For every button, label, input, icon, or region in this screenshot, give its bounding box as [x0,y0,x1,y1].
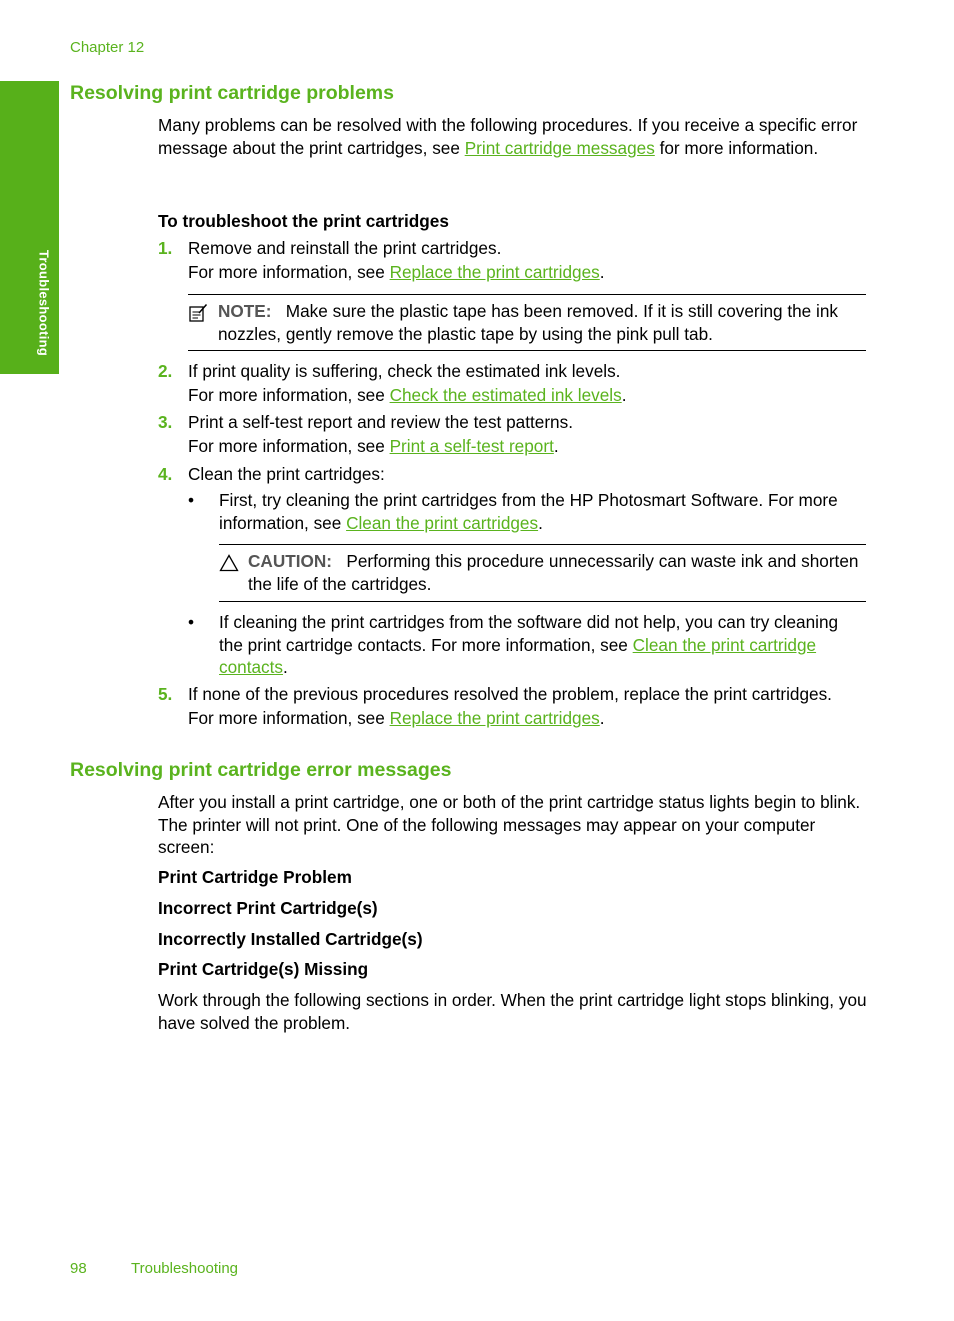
section-title-cartridge-problems: Resolving print cartridge problems [70,82,394,104]
step-number: 2. [158,361,173,381]
note-text-block [218,295,866,350]
step-text: If none of the previous procedures resolved the problem, replace the print cartridges. [188,684,832,704]
more-info-text: For more information, see [188,385,390,405]
step-number: 3. [158,412,173,432]
intro-paragraph [158,114,868,159]
error-message-4: Print Cartridge(s) Missing [158,959,369,979]
step-4 [158,463,868,486]
caution-box [219,544,866,602]
step-3 [158,411,868,458]
more-info-end: . [553,436,559,456]
step-5 [158,683,868,730]
step-text: Remove and reinstall the print cartridges. [188,238,502,258]
step-more-info [188,435,868,458]
error-message-1: Print Cartridge Problem [158,867,352,887]
step-2 [158,360,868,407]
closing-paragraph: Work through the following sections in order. When the print cartridge light stops blinking, you have solved the problem. [158,990,867,1033]
chapter-label: Chapter 12 [70,39,145,56]
step-1 [158,237,868,284]
page-number: 98 [70,1260,87,1277]
intro-text-a: Many problems can be resolved with the following procedures. If you receive a specific error message about the print cartridges, see [158,115,858,158]
warning-triangle-icon [219,554,239,572]
link-clean-print-cartridges[interactable]: Clean the print cartridges [346,512,539,533]
intro-text-b: for more information. [654,137,819,158]
step-text: Print a self-test report and review the test patterns. [188,412,573,432]
more-info-end: . [599,262,605,282]
caution-text: Performing this procedure unnecessarily can waste ink and shorten the life of the cartridges. [248,551,859,594]
link-print-self-test-report[interactable]: Print a self-test report [389,436,554,456]
note-text: Make sure the plastic tape has been removed. If it is still covering the ink nozzles, gently remove the plastic tape by using the pink pull tab. [218,301,838,344]
step-number: 4. [158,464,173,484]
step-more-info [188,261,868,284]
more-info-end: . [599,708,605,728]
note-label: NOTE: [218,301,272,321]
procedure-title: To troubleshoot the print cartridges [158,211,449,231]
step-more-info [188,384,868,407]
link-replace-print-cartridges[interactable]: Replace the print cartridges [389,262,600,282]
bullet-text-b: . [538,512,543,533]
more-info-end: . [621,385,627,405]
caution-text-block [248,545,866,601]
step-number: 5. [158,684,173,704]
note-box [188,294,866,351]
more-info-text: For more information, see [188,262,390,282]
more-info-text: For more information, see [188,436,390,456]
bullet-item-2 [188,611,868,679]
link-print-cartridge-messages[interactable]: Print cartridge messages [464,137,655,158]
step-text: Clean the print cartridges: [188,464,385,484]
link-clean-cartridge-contacts[interactable]: Clean the print cartridge contacts [219,634,817,677]
error-message-2: Incorrect Print Cartridge(s) [158,898,378,918]
step-number: 1. [158,238,173,258]
step-text: If print quality is suffering, check the estimated ink levels. [188,361,621,381]
caution-label: CAUTION: [248,551,333,571]
side-tab-label: Troubleshooting [36,249,52,357]
link-replace-print-cartridges-2[interactable]: Replace the print cartridges [389,708,600,728]
footer-title: Troubleshooting [131,1260,239,1277]
error-message-3: Incorrectly Installed Cartridge(s) [158,929,423,949]
step-more-info [188,707,868,730]
more-info-text: For more information, see [188,708,390,728]
bullet-item-1 [188,489,868,534]
bullet-text-a: First, try cleaning the print cartridges from the HP Photosmart Software. For more information, see [219,490,838,533]
link-check-ink-levels[interactable]: Check the estimated ink levels [389,385,622,405]
bullet-text-a: If cleaning the print cartridges from the software did not help, you can try cleaning the print cartridge contacts. For more information, see [219,612,839,655]
bullet-symbol: • [188,612,195,632]
bullet-text-b: . [283,657,288,677]
bullet-symbol: • [188,490,195,510]
error-intro-paragraph: After you install a print cartridge, one or both of the print cartridge status lights begin to blink. The printer will not print. One of the following messages may appear on your computer screen: [158,792,861,857]
note-icon [188,303,208,323]
section-title-error-messages: Resolving print cartridge error messages [70,759,452,781]
